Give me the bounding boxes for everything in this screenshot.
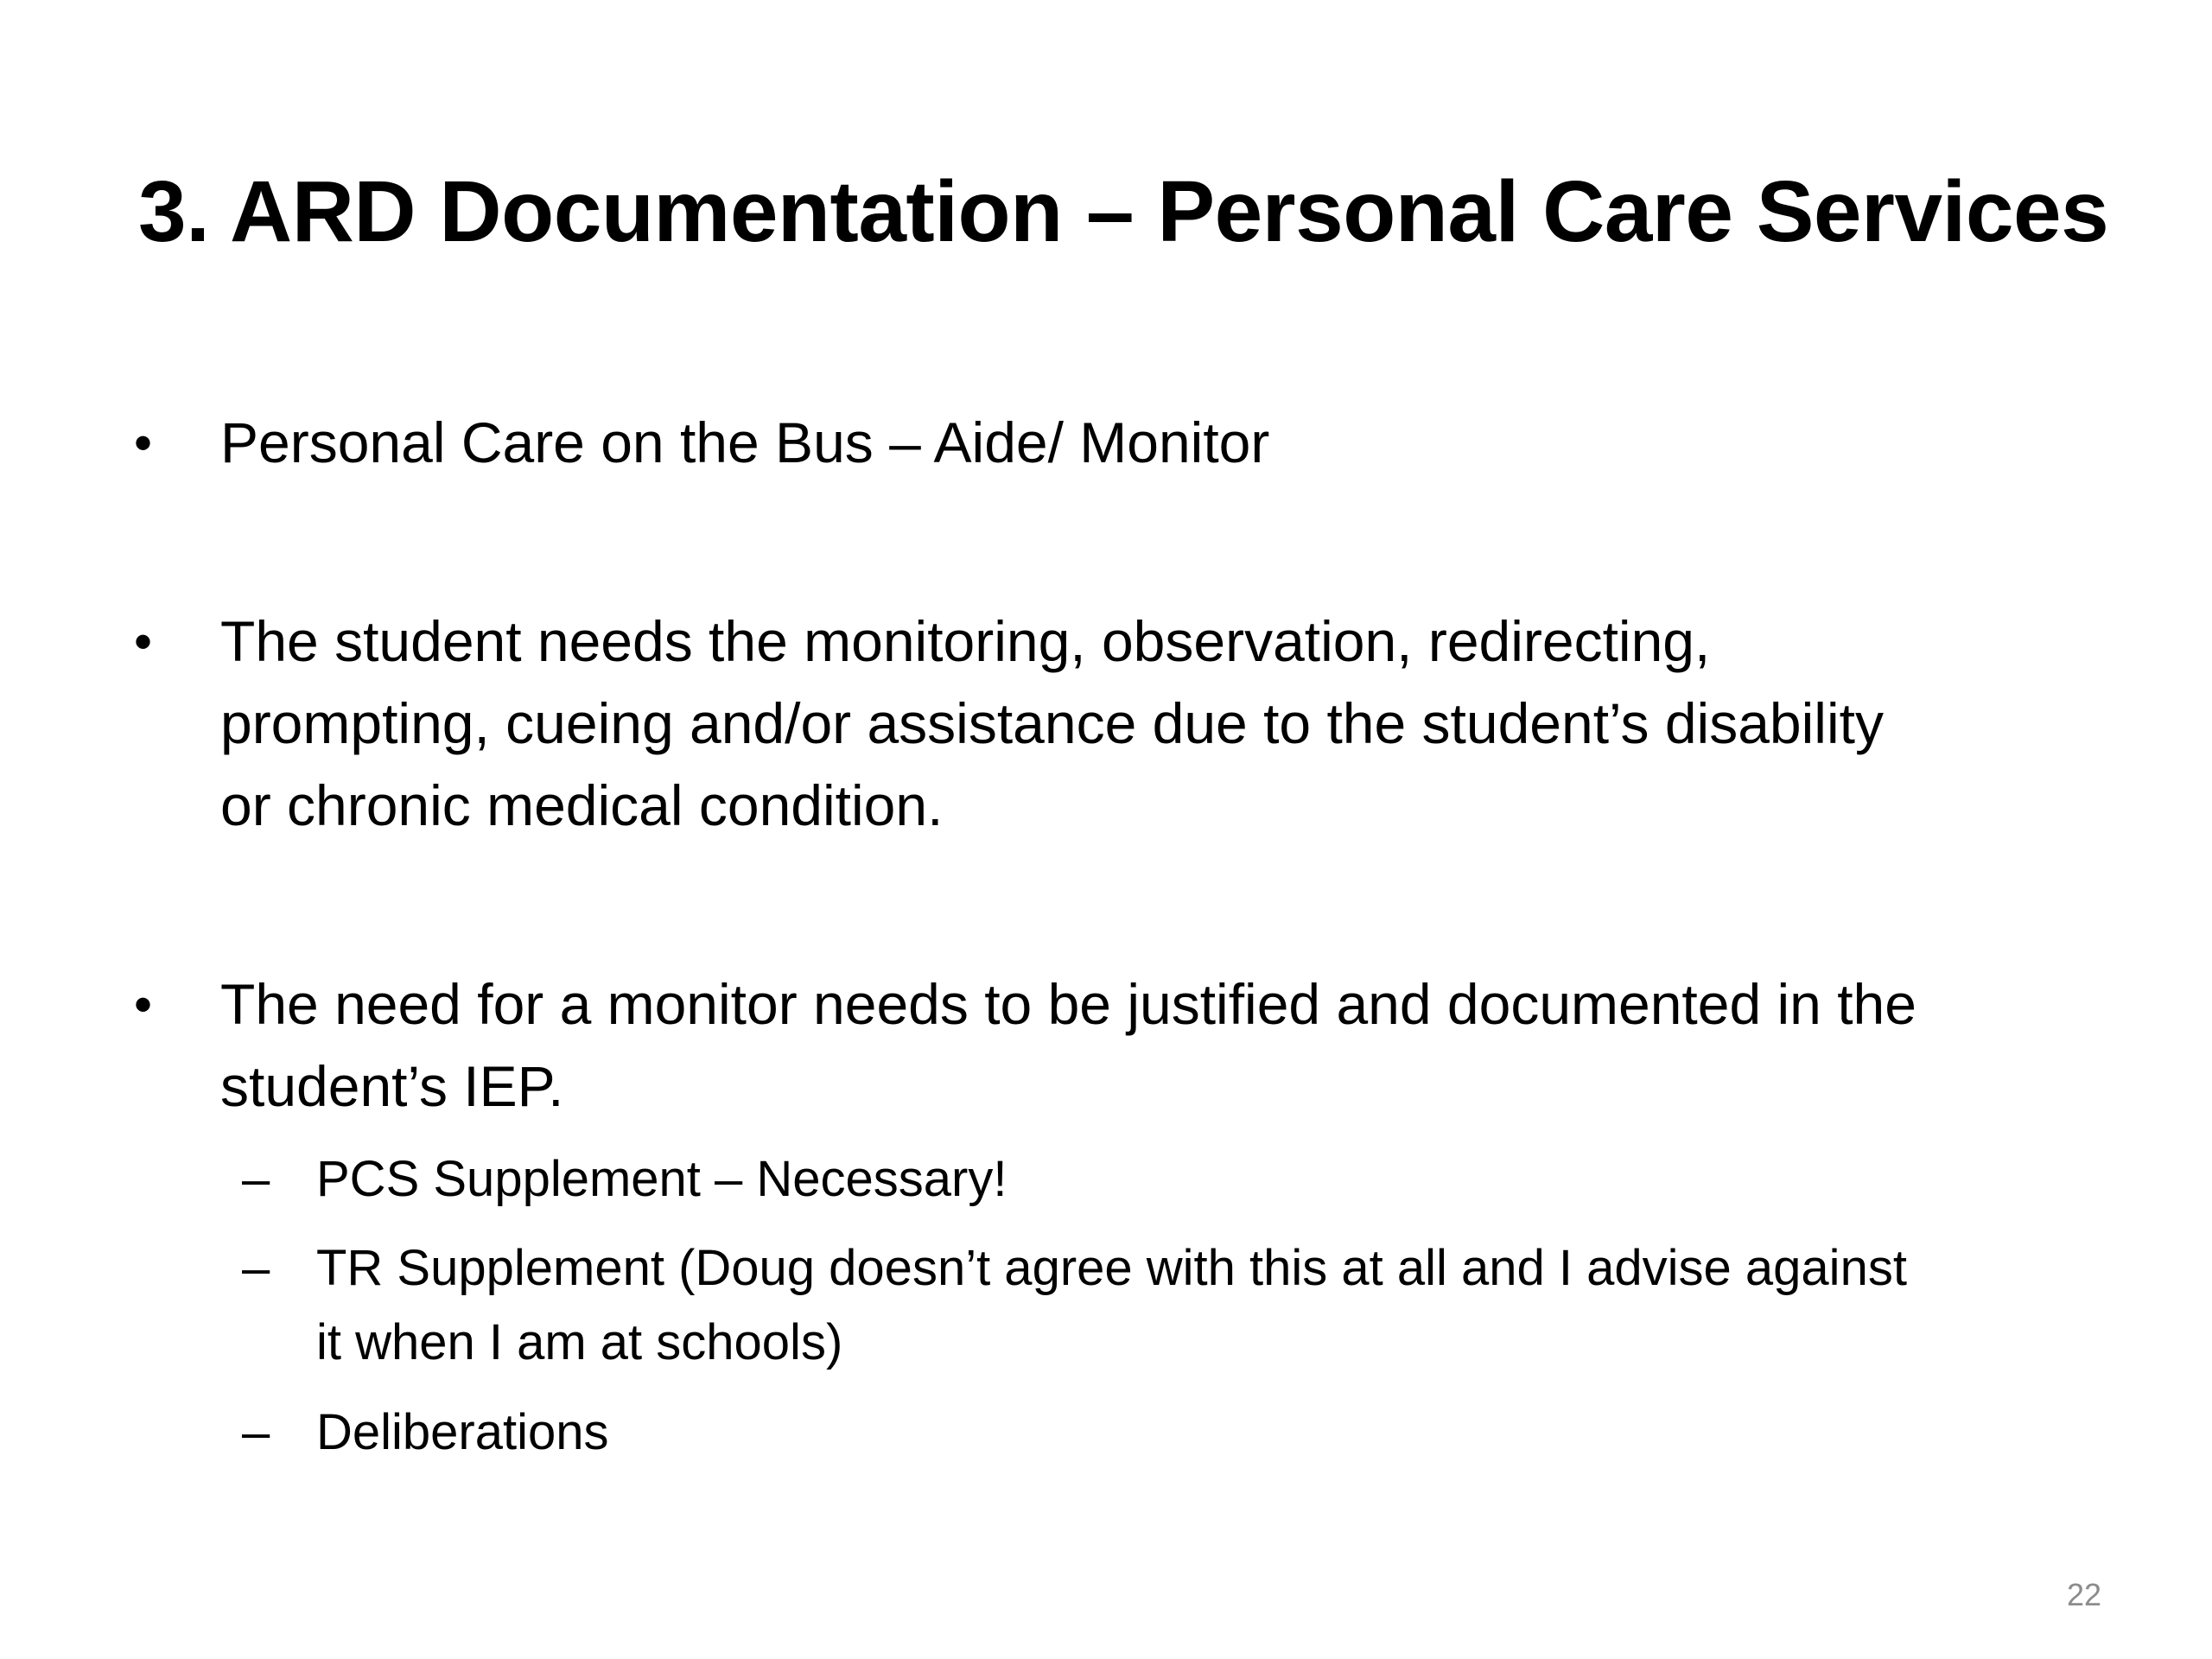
bullet-text: The student needs the monitoring, observation, redirecting, prompting, cueing and/or assistance due to the student’s disability or chronic medical condition.	[220, 609, 1884, 837]
sub-bullet-text: Deliberations	[316, 1404, 609, 1460]
page-number: 22	[2066, 1577, 2101, 1612]
bullet-text: Personal Care on the Bus – Aide/ Monitor	[220, 410, 1270, 474]
bullet-text: The need for a monitor needs to be justified and documented in the student’s IEP.	[220, 972, 1916, 1118]
sub-bullet-marker: –	[242, 1240, 270, 1296]
bullet-marker: •	[134, 976, 153, 1033]
sub-bullet-text: PCS Supplement – Necessary!	[316, 1151, 1007, 1207]
sub-bullet-marker: –	[242, 1404, 270, 1460]
bullet-marker: •	[134, 414, 153, 472]
sub-bullet-text: TR Supplement (Doug doesn’t agree with this at all and I advise against it when I am at schools)	[316, 1240, 1907, 1370]
slide-title: 3. ARD Documentation – Personal Care Services	[138, 163, 2109, 260]
sub-bullet-marker: –	[242, 1151, 270, 1207]
bullet-marker: •	[134, 613, 153, 671]
